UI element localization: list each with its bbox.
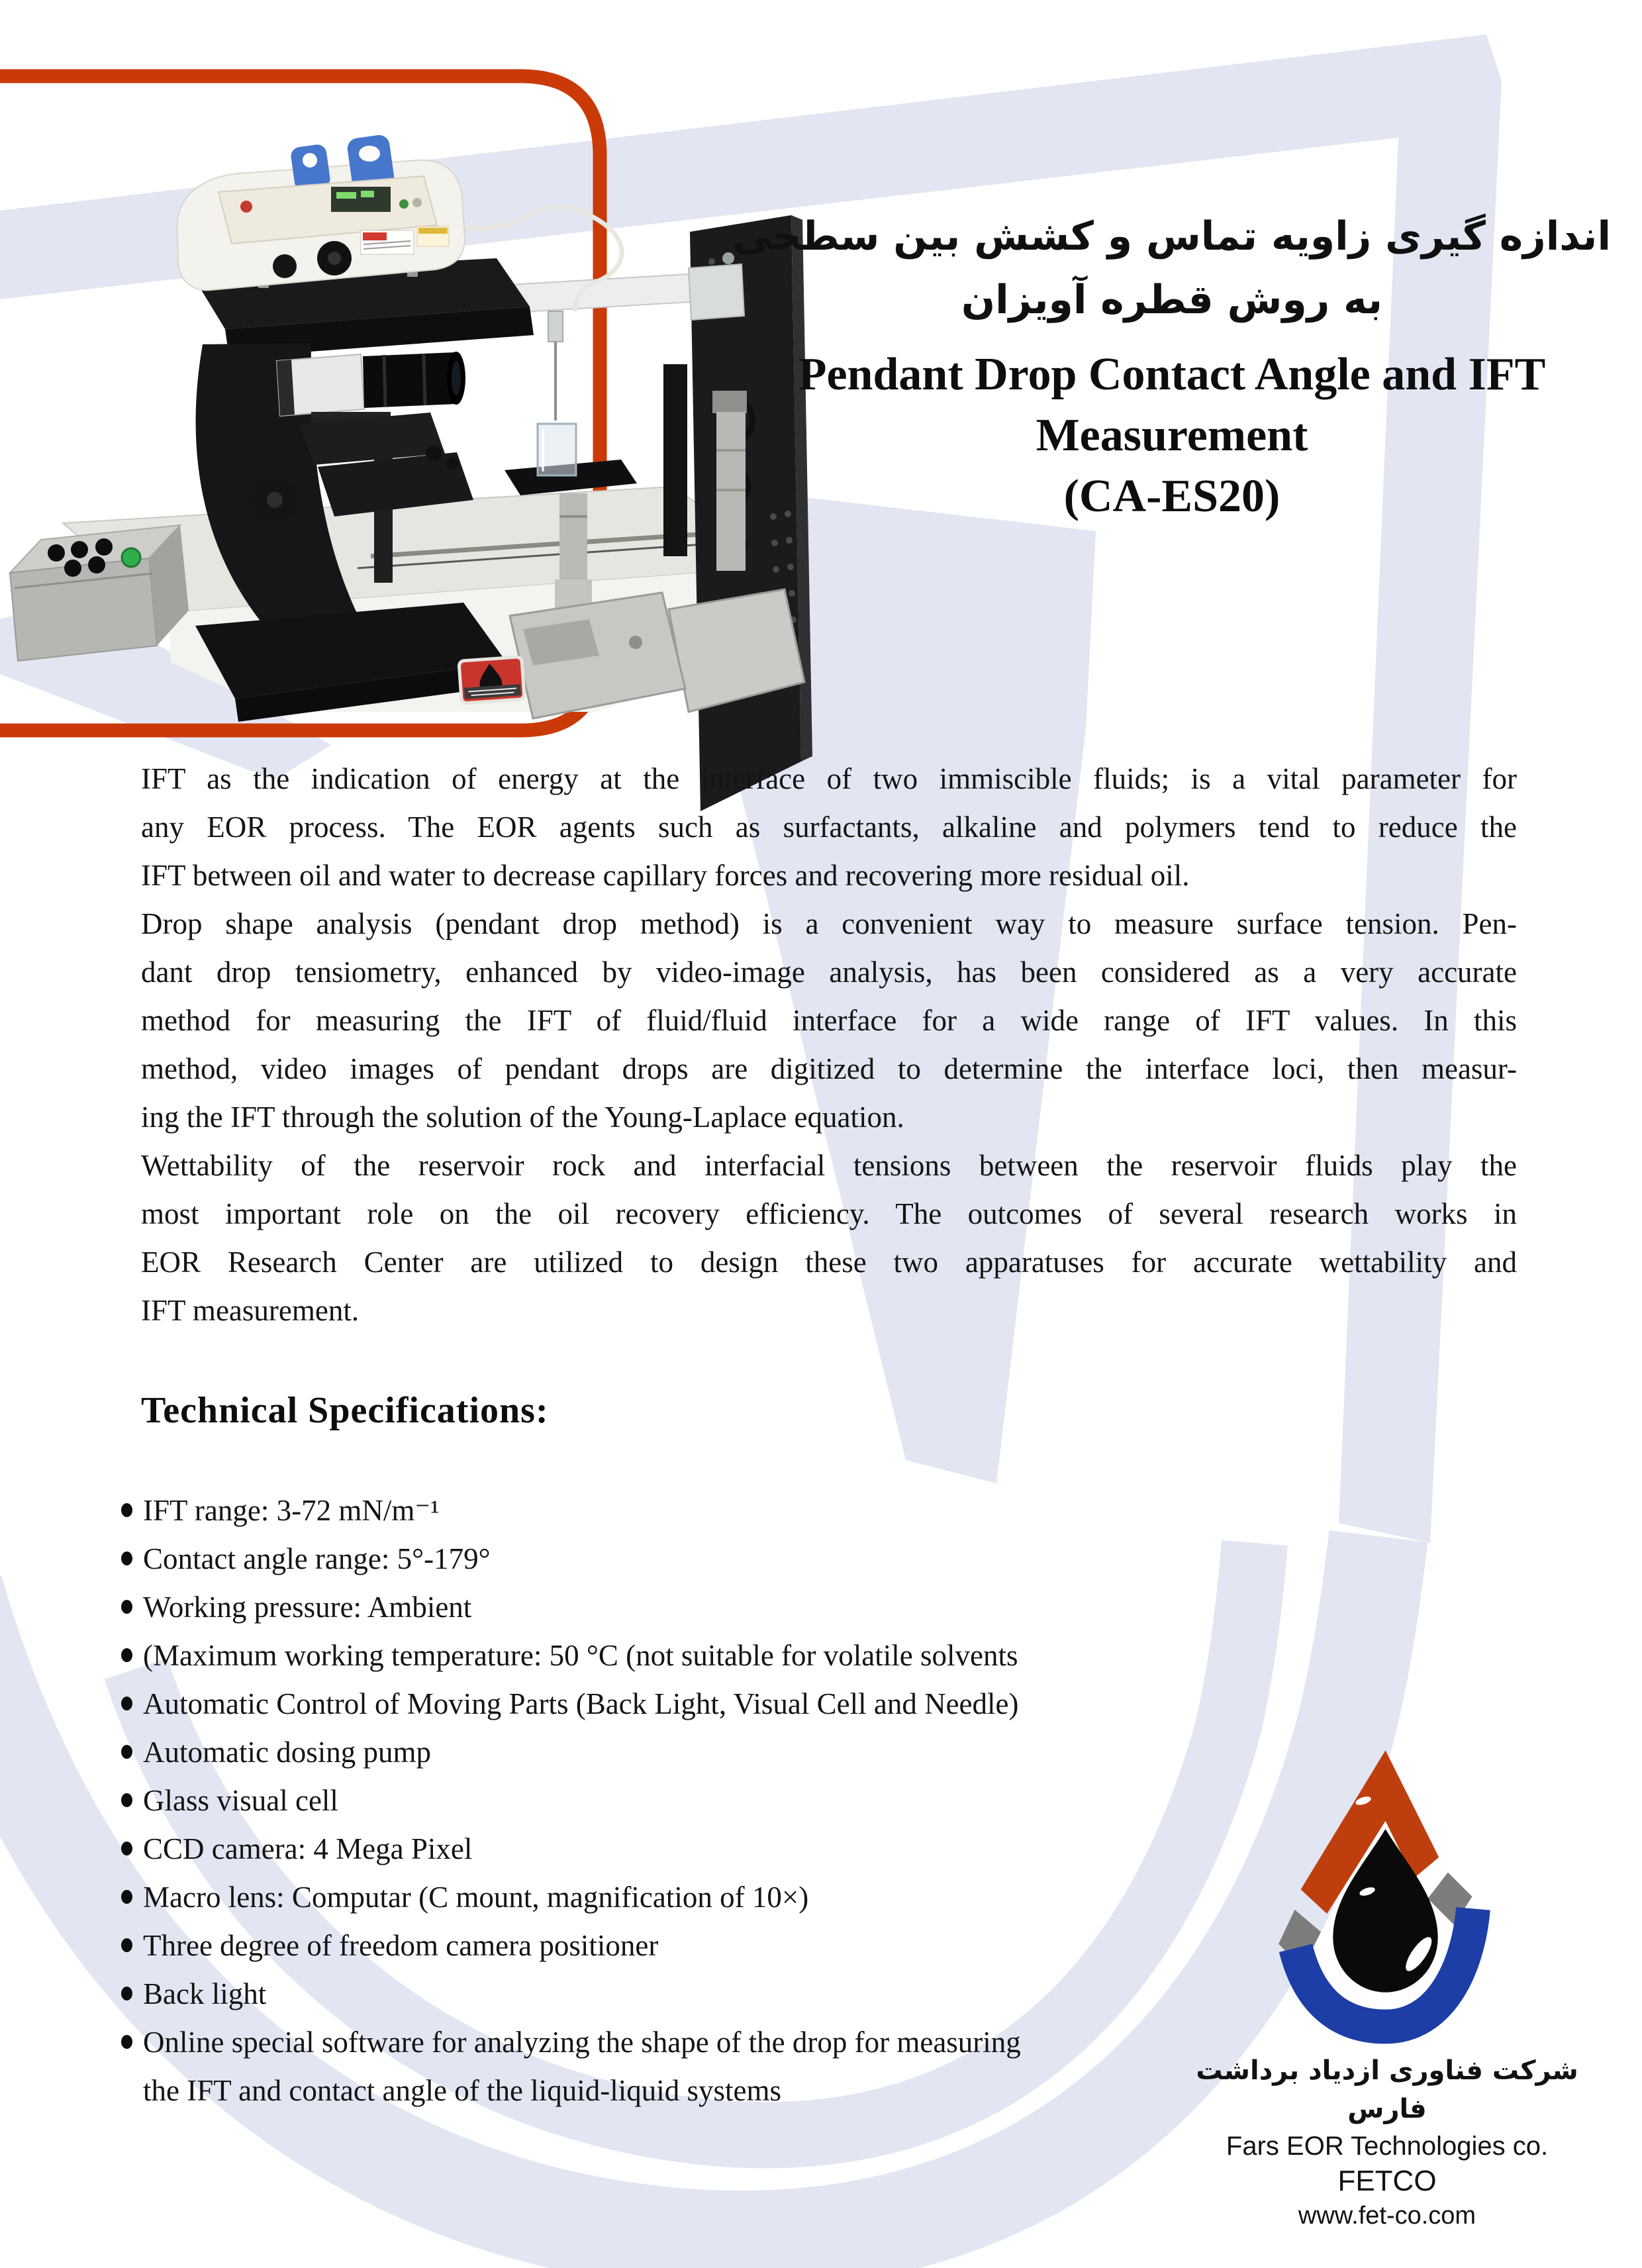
- bullet-icon: [121, 1793, 132, 1807]
- fetco-drop-logo-icon: [1275, 1740, 1496, 2045]
- product-photo: [0, 93, 821, 811]
- spec-item: [121, 1535, 1313, 1583]
- bullet-icon: [121, 1745, 132, 1759]
- title-fa-line1: اندازه گیری زاویه تماس و کشش بین سطحی: [732, 213, 1612, 260]
- glass-cuvette: [538, 424, 576, 475]
- bullet-icon: [121, 2035, 132, 2049]
- intro-paragraphs: [141, 755, 1517, 1335]
- bullet-icon: [121, 1987, 132, 2000]
- spec-item-label: Glass visual cell: [143, 1784, 338, 1817]
- spec-item-label: the IFT and contact angle of the liquid-liquid systems: [143, 2074, 781, 2107]
- spec-item: [121, 1873, 1313, 1922]
- spec-item: [121, 1632, 1313, 1680]
- fetco-base-label: [459, 657, 524, 703]
- body-line: ing the IFT through the solution of the Young-Laplace equation.: [141, 1101, 904, 1134]
- spec-item-label: Automatic dosing pump: [143, 1736, 431, 1769]
- spec-item: [121, 1728, 1313, 1777]
- body-line: EOR Research Center are utilized to design these two apparatuses for accurate wettability and: [141, 1246, 1517, 1279]
- body-line: IFT as the indication of energy at the interface of two immiscible fluids; is a vital parameter for: [141, 762, 1517, 795]
- spec-item-label: Macro lens: Computar (C mount, magnification of 10×): [143, 1881, 809, 1914]
- body-line: IFT between oil and water to decrease capillary forces and recovering more residual oil.: [141, 859, 1190, 892]
- body-line: Wettability of the reservoir rock and interfacial tensions between the reservoir fluids play the: [141, 1149, 1517, 1182]
- bullet-icon: [121, 1648, 132, 1662]
- body-line: Drop shape analysis (pendant drop method) is a convenient way to measure surface tension. Pen-: [141, 907, 1517, 940]
- spec-item: [121, 1680, 1313, 1728]
- ccd-camera: [277, 352, 465, 424]
- body-line: method for measuring the IFT of fluid/fluid interface for a wide range of IFT values. In this: [141, 1004, 1517, 1037]
- bullet-icon: [121, 1600, 132, 1614]
- bullet-icon: [121, 1552, 132, 1565]
- body-line: IFT measurement.: [141, 1294, 360, 1327]
- spec-item-label: Working pressure: Ambient: [143, 1591, 472, 1624]
- bullet-icon: [121, 1503, 132, 1517]
- support-rod: [663, 364, 687, 556]
- company-abbr: FETCO: [1337, 2165, 1437, 2197]
- specs-heading: Technical Specifications:: [141, 1390, 549, 1431]
- fetco-logo-box: [1275, 1740, 1496, 2045]
- spec-item-label: CCD camera: 4 Mega Pixel: [143, 1832, 473, 1865]
- bullet-icon: [121, 1842, 132, 1855]
- spec-item-label: Contact angle range: 5°-179°: [143, 1542, 491, 1575]
- spec-item: [121, 1583, 1313, 1632]
- body-line: most important role on the oil recovery efficiency. The outcomes of several research works in: [141, 1197, 1517, 1230]
- spec-item-label: (Maximum working temperature: 50 °C (not suitable for volatile solvents: [143, 1639, 1018, 1672]
- title-en-line3: (CA-ES20): [1063, 471, 1280, 522]
- spec-item: [121, 1487, 1313, 1535]
- specs-list: [121, 1487, 1313, 2115]
- macro-lens: [363, 352, 457, 408]
- body-line: method, video images of pendant drops are digitized to determine the interface loci, then measur-: [141, 1052, 1517, 1085]
- company-name-fa: شرکت فناوری ازدیاد برداشت فارس: [1196, 2055, 1578, 2124]
- spec-item-label: Three degree of freedom camera positioner: [143, 1929, 659, 1962]
- spec-item-label: Online special software for analyzing the shape of the drop for measuring: [143, 2026, 1021, 2059]
- bullet-icon: [121, 1938, 132, 1952]
- spec-item-label: IFT range: 3-72 mN/m⁻¹: [143, 1494, 440, 1527]
- spec-item-label: Back light: [143, 1977, 267, 2010]
- title-en-line1: Pendant Drop Contact Angle and IFT: [798, 349, 1546, 400]
- spec-item: [121, 2018, 1313, 2067]
- company-website: www.fet-co.com: [1298, 2202, 1476, 2230]
- body-line: any EOR process. The EOR agents such as surfactants, alkaline and polymers tend to reduce the: [141, 811, 1517, 844]
- spec-item-label: Automatic Control of Moving Parts (Back Light, Visual Cell and Needle): [143, 1687, 1019, 1720]
- title-en-line2: Measurement: [1036, 410, 1308, 461]
- spec-item: [121, 1970, 1313, 2018]
- company-name-en: Fars EOR Technologies co.: [1226, 2132, 1549, 2161]
- green-button: [122, 548, 140, 567]
- spec-item-continuation: [121, 2067, 1313, 2115]
- brand-text-block: [1188, 2051, 1586, 2233]
- control-box: [10, 525, 189, 661]
- spec-item: [121, 1825, 1313, 1873]
- bullet-icon: [121, 1890, 132, 1904]
- body-line: dant drop tensiometry, enhanced by video-image analysis, has been considered as a very accurate: [141, 956, 1517, 989]
- bullet-icon: [121, 1697, 132, 1710]
- spec-item: [121, 1922, 1313, 1970]
- title-fa-line2: به روش قطره آویزان: [961, 277, 1383, 323]
- dosing-pump: [177, 134, 465, 290]
- spec-item: [121, 1777, 1313, 1825]
- title-block: [715, 209, 1629, 527]
